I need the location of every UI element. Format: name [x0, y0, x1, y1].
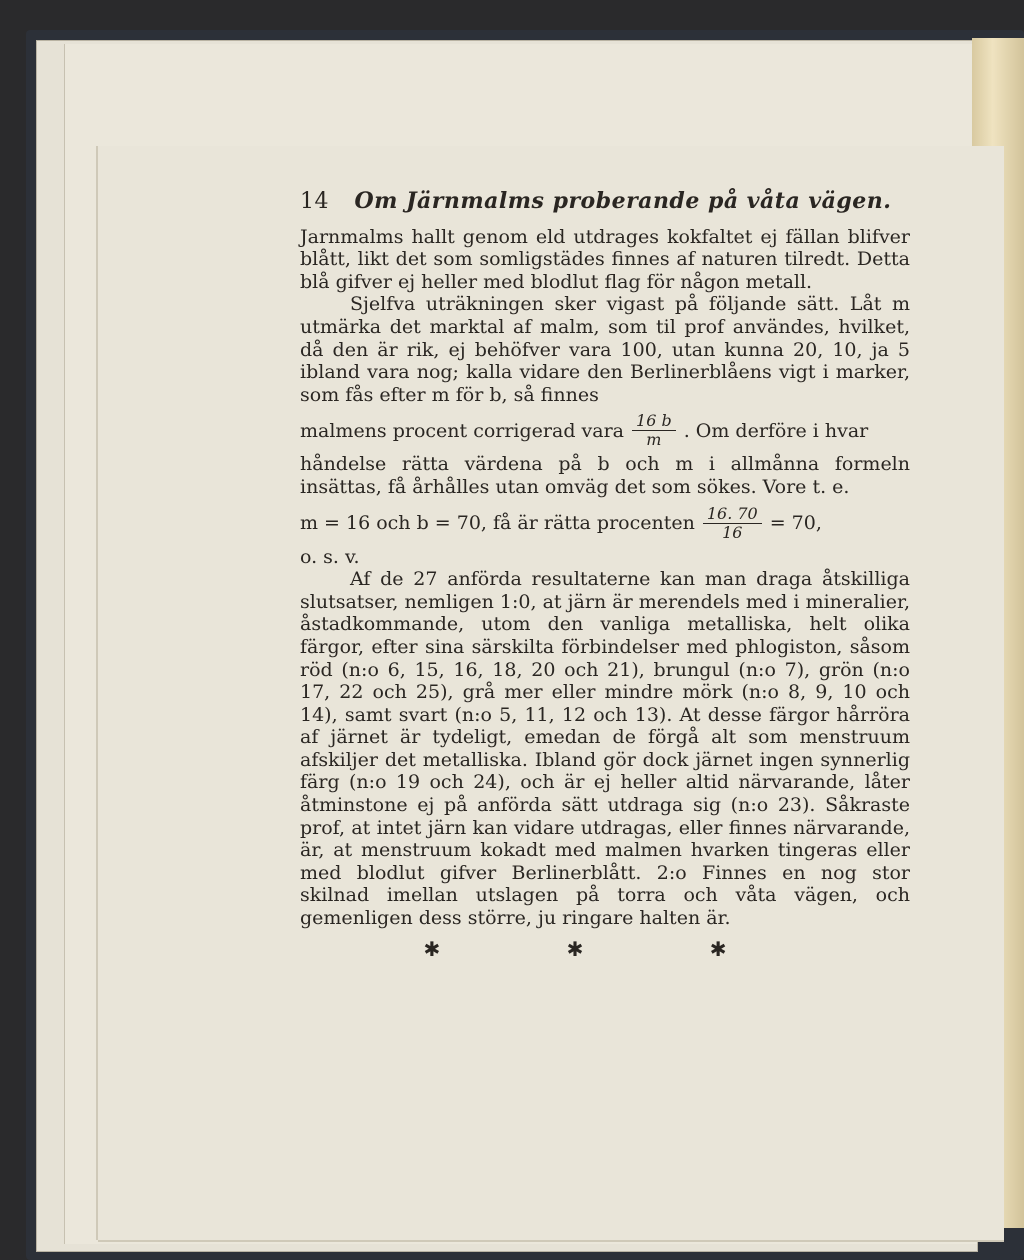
paragraph-4: Af de 27 anförda resultaterne kan man draga åtskilliga slutsatser, nemligen 1:0, at järn är merendels med i mineralier, åstadkommande, utom den vanliga metalliska, helt olika färgor, efter sina särskilta förbindelser med phlogiston, såsom röd (n:o 6, 15, 16, 18, 20 och 21), brungul (n:o 7), grön (n:o 17, 22 och 25), grå mer eller mindre mörk (n:o 8, 9, 10 och 14), samt svart (n:o 5, 11, 12 och 13). At desse färgor hårröra af järnet är tydeligt, emedan de förgå alt som menstruum afskiljer det metalliska. Ibland gör dock järnet ingen synnerlig färg (n:o 19 och 24), och är ej heller altid närvarande, låter åtminstone ej på anförda sätt utdraga sig (n:o 23). Såkraste prof, at intet järn kan vidare utdragas, eller finnes närvarande, är, at menstruum kokadt med malmen hvarken tingeras eller med blodlut gifver Berlinerblått. 2:o Finnes en nog stor skilnad imellan utslagen på torra och våta vägen, och gemenligen dess större, ju ringare halten är.	[300, 568, 910, 930]
formula-2-prefix: m = 16 och b = 70, få är rätta procenten	[300, 511, 695, 534]
formula-2-suffix: = 70,	[769, 511, 822, 534]
formula-1-suffix: . Om derföre i hvar	[683, 419, 869, 442]
page-number: 14	[300, 189, 329, 214]
paragraph-3: håndelse rätta värdena på b och m i allmånna formeln insättas, få århålles utan omväg det som sökes. Vore t. e.	[300, 453, 910, 498]
formula-1-fraction	[632, 412, 676, 449]
formula-2-numerator: 16. 70	[703, 505, 762, 524]
formula-1	[300, 412, 910, 449]
formula-2-tail: o. s. v.	[300, 545, 360, 568]
formula-2	[300, 505, 910, 542]
formula-2-denominator: 16	[722, 522, 743, 542]
formula-2-fraction	[703, 505, 762, 542]
ornament: ✱ ✱ ✱	[423, 936, 787, 961]
formula-1-prefix: malmens procent corrigerad vara	[300, 419, 625, 442]
running-header	[300, 190, 910, 214]
running-title: Om Järnmalms proberande på våta vägen.	[354, 188, 892, 214]
formula-1-numerator: 16 b	[632, 412, 676, 431]
paragraph-1: Jarnmalms hallt genom eld utdrages kokfaltet ej fällan blifver blått, likt det som somligstädes finnes af naturen tilredt. Detta blå gifver ej heller med blodlut flag för någon metall.	[300, 225, 910, 293]
page-text	[300, 190, 910, 960]
paragraph-2: Sjelfva uträkningen sker vigast på följande sätt. Låt m utmärka det marktal af malm, som til prof användes, hvilket, då den är rik, ej behöfver vara 100, utan kunna 20, 10, ja 5 ibland vara nog; kalla vidare den Berlinerblåens vigt i marker, som fås efter m för b, så finnes	[300, 293, 910, 406]
formula-1-denominator: m	[646, 430, 662, 450]
